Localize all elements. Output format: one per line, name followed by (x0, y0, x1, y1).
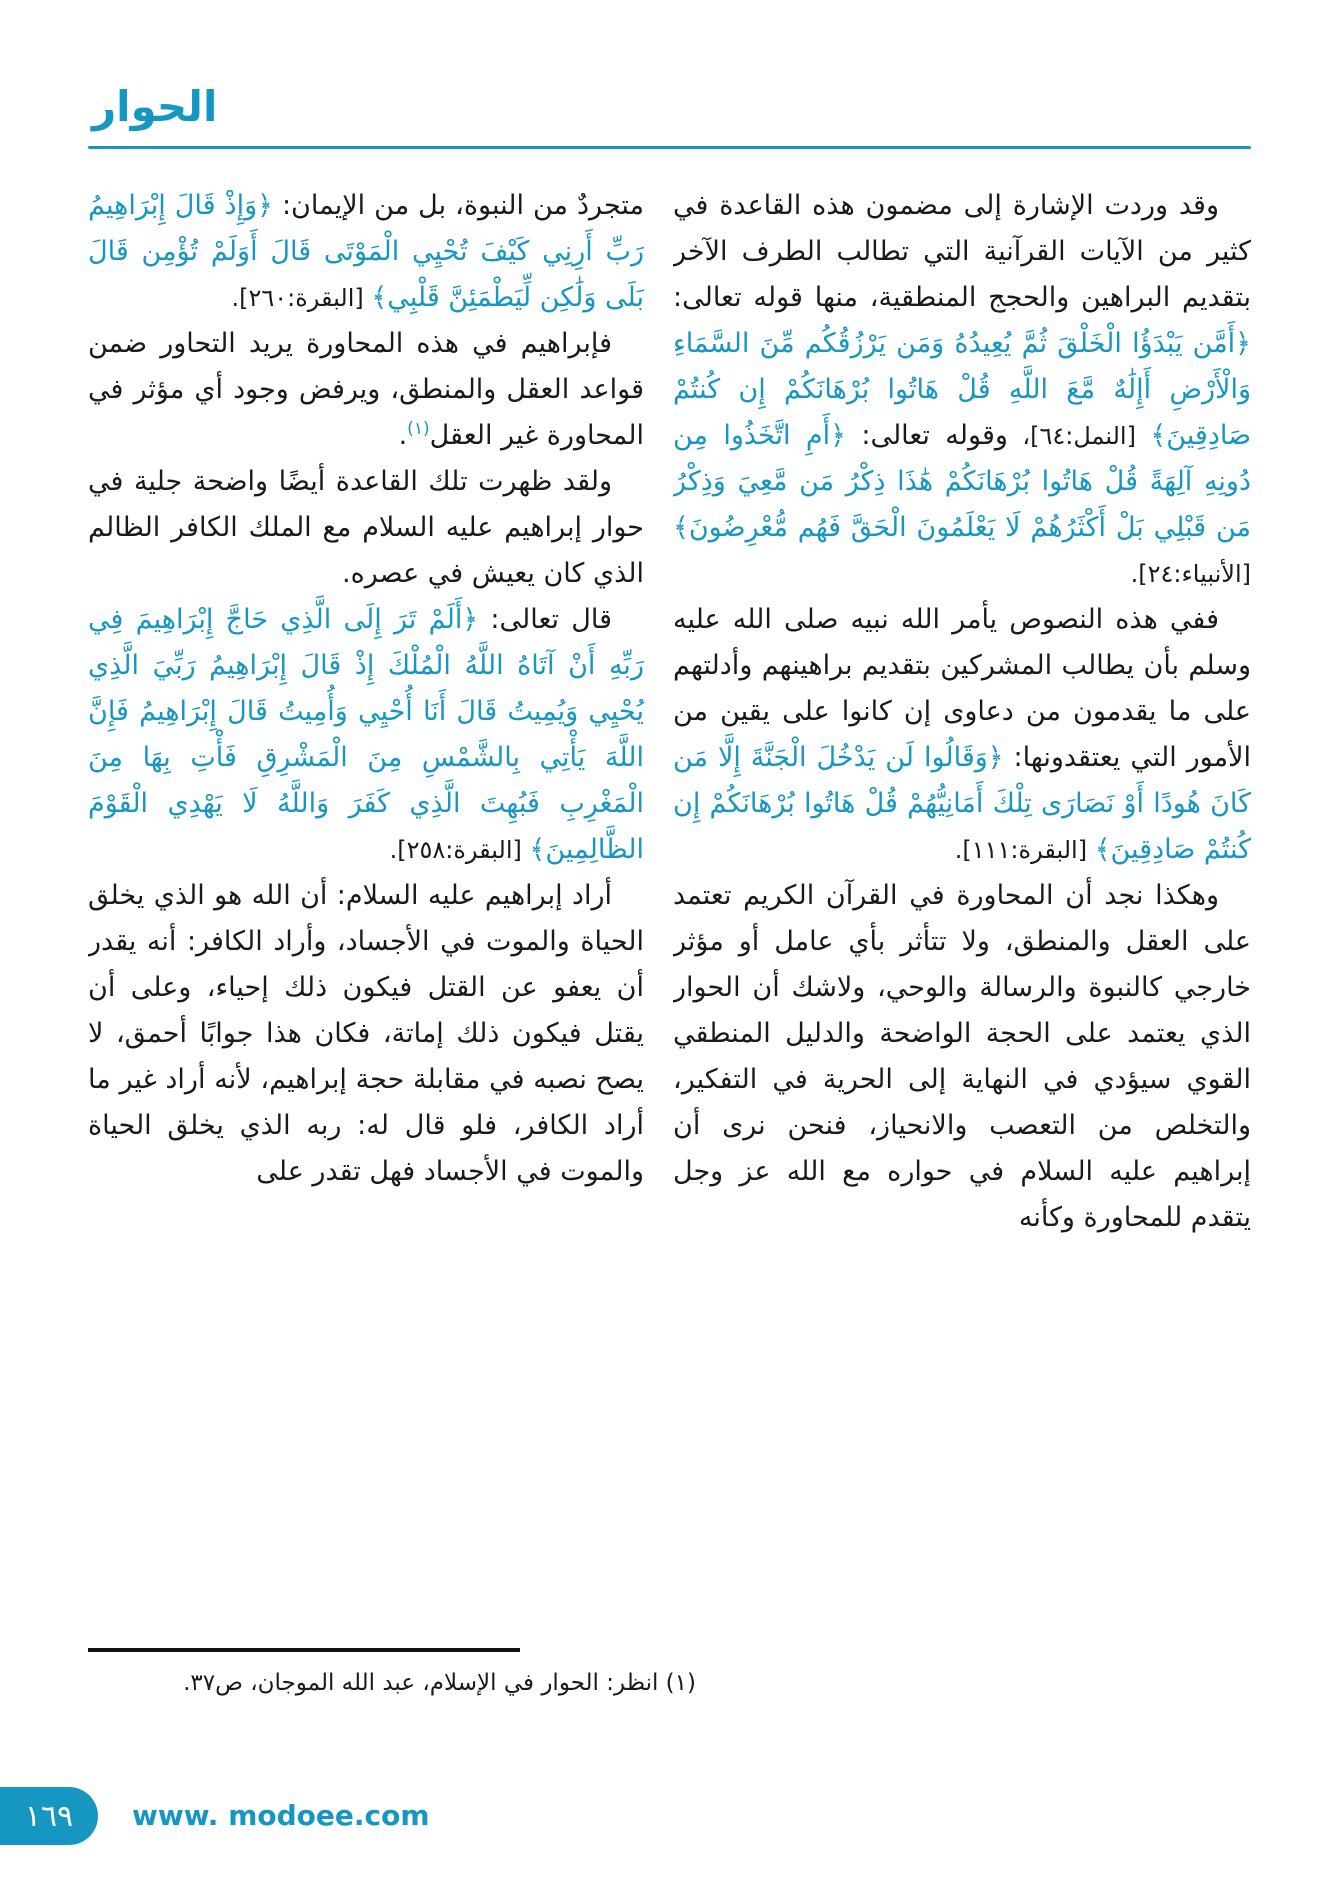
paragraph (88, 321, 644, 459)
body-text: ففي هذه النصوص يأمر الله نبيه صلى الله عليه وسلم بأن يطالب المشركين بتقديم براهينهم وأدلتهم على ما يقدمون من دعاوى إن كانوا على يقين من الأمور التي يعتقدونها: (673, 604, 1251, 773)
quran-verse: ﴿أَمَّن يَبْدَؤُا الْخَلْقَ ثُمَّ يُعِيدُهُ وَمَن يَرْزُقُكُم مِّنَ السَّمَاءِ وَالْأَرْضِ أَإِلَٰهٌ مَّعَ اللَّهِ قُلْ هَاتُوا بُرْهَانَكُمْ إِن كُنتُمْ صَادِقِينَ﴾ (673, 328, 1251, 451)
verse-reference: [النمل:٦٤]، (1007, 422, 1151, 450)
paragraph (88, 873, 644, 1195)
text-column-left (88, 183, 644, 1638)
verse-reference: [البقرة:٢٥٨]. (389, 836, 530, 864)
verse-reference: [البقرة:٢٦٠]. (231, 284, 372, 312)
header-divider (88, 146, 1251, 149)
paragraph (88, 597, 644, 873)
footnote-number: (١) (665, 1670, 696, 1696)
footnote-reference-marker: (١) (407, 419, 430, 439)
page-number: ١٦٩ (24, 1798, 74, 1834)
quran-verse: ﴿وَإِذْ قَالَ إِبْرَاهِيمُ رَبِّ أَرِنِي كَيْفَ تُحْيِي الْمَوْتَى قَالَ أَوَلَمْ تُؤْمِن قَالَ بَلَى وَلَٰكِن لِّيَطْمَئِنَّ قَلْبِي﴾ (88, 190, 644, 313)
body-text: . (398, 420, 408, 451)
body-text: ولقد ظهرت تلك القاعدة أيضًا واضحة جلية في حوار إبراهيم عليه السلام مع الملك الكافر الظالم الذي كان يعيش في عصره. (88, 466, 644, 589)
body-text: قال تعالى: (478, 604, 612, 635)
paragraph (673, 183, 1251, 597)
paragraph (88, 459, 644, 597)
book-logo-calligraphy: الحوار (92, 82, 218, 131)
body-text: وهكذا نجد أن المحاورة في القرآن الكريم تعتمد على العقل والمنطق، ولا تتأثر بأي عامل أو مؤثر خارجي كالنبوة والرسالة والوحي، ولاشك أن الحوار الذي يعتمد على الحجة الواضحة والدليل المنطقي القوي سيؤدي في النهاية إلى الحرية في التفكير، والتخلص من التعصب والانحياز، فنحن نرى أن إبراهيم عليه السلام في حواره مع الله عز وجل يتقدم للمحاورة وكأنه (673, 880, 1251, 1233)
footnote-divider (88, 1648, 520, 1652)
website-text: www. modoee.com (132, 1799, 430, 1832)
footnote-text: انظر: الحوار في الإسلام، عبد الله الموجان، ص٣٧. (183, 1670, 659, 1696)
verse-reference: [البقرة:١١١]. (954, 836, 1095, 864)
footnote (88, 1662, 696, 1704)
paragraph (88, 183, 644, 321)
body-text: وقد وردت الإشارة إلى مضمون هذه القاعدة في كثير من الآيات القرآنية التي تطالب الطرف الآخر بتقديم البراهين والحجج المنطقية، منها قوله تعالى: (673, 190, 1251, 313)
body-text: فإبراهيم في هذه المحاورة يريد التحاور ضمن قواعد العقل والمنطق، ويرفض وجود أي مؤثر في المحاورة غير العقل (88, 328, 644, 451)
text-column-right (673, 183, 1251, 1783)
body-text: وقوله تعالى: (845, 420, 1008, 451)
quran-verse: ﴿أَمِ اتَّخَذُوا مِن دُونِهِ آلِهَةً قُلْ هَاتُوا بُرْهَانَكُمْ هَٰذَا ذِكْرُ مَن مَّعِيَ وَذِكْرُ مَن قَبْلِي بَلْ أَكْثَرُهُمْ لَا يَعْلَمُونَ الْحَقَّ فَهُم مُّعْرِضُونَ﴾ (673, 420, 1251, 543)
paragraph (673, 873, 1251, 1241)
page-number-badge (0, 1787, 98, 1845)
verse-reference: [الأنبياء:٢٤]. (1130, 560, 1251, 588)
paragraph (673, 597, 1251, 873)
body-text: متجردٌ من النبوة، بل من الإيمان: (272, 190, 644, 221)
quran-verse: ﴿أَلَمْ تَرَ إِلَى الَّذِي حَاجَّ إِبْرَاهِيمَ فِي رَبِّهِ أَنْ آتَاهُ اللَّهُ الْمُلْكَ إِذْ قَالَ إِبْرَاهِيمُ رَبِّيَ الَّذِي يُحْيِي وَيُمِيتُ قَالَ أَنَا أُحْيِي وَأُمِيتُ قَالَ إِبْرَاهِيمُ فَإِنَّ اللَّهَ يَأْتِي بِالشَّمْسِ مِنَ الْمَشْرِقِ فَأْتِ بِهَا مِنَ الْمَغْرِبِ فَبُهِتَ الَّذِي كَفَرَ وَاللَّهُ لَا يَهْدِي الْقَوْمَ الظَّالِمِينَ﴾ (88, 604, 644, 865)
body-text: أراد إبراهيم عليه السلام: أن الله هو الذي يخلق الحياة والموت في الأجساد، وأراد الكافر: أنه يقدر أن يعفو عن القتل فيكون ذلك إحياء، وعلى أن يقتل فيكون ذلك إماتة، فكان هذا جوابًا أحمق، لا يصح نصبه في مقابلة حجة إبراهيم، لأنه أراد غير ما أراد الكافر، فلو قال له: ربه الذي يخلق الحياة والموت في الأجساد فهل تقدر على (88, 880, 644, 1187)
quran-verse: ﴿وَقَالُوا لَن يَدْخُلَ الْجَنَّةَ إِلَّا مَن كَانَ هُودًا أَوْ نَصَارَى تِلْكَ أَمَانِيُّهُمْ قُلْ هَاتُوا بُرْهَانَكُمْ إِن كُنتُمْ صَادِقِينَ﴾ (673, 742, 1251, 865)
